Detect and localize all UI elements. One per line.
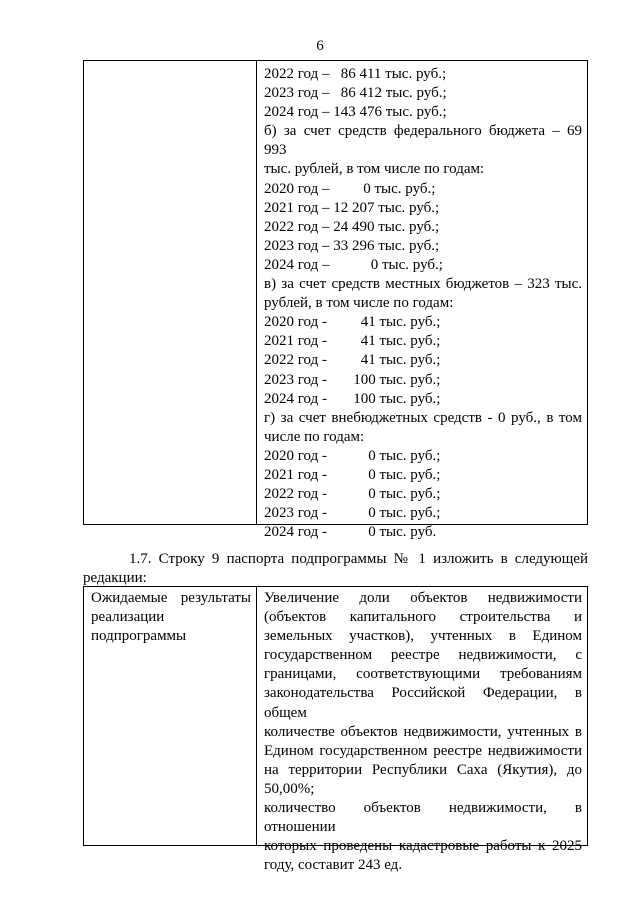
label-line: реализации (91, 609, 165, 626)
value-line: году, составит 243 ед. (264, 857, 403, 874)
paragraph-line: 1.7. Строку 9 паспорта подпрограммы № 1 изложить в следующей (129, 551, 588, 567)
funding-line: 2021 год - 41 тыс. руб.; (264, 333, 441, 350)
funding-line: 2024 год - 100 тыс. руб.; (264, 390, 441, 407)
funding-line: 2023 год – 33 296 тыс. руб.; (264, 237, 440, 254)
funding-line: 2023 год - 100 тыс. руб.; (264, 371, 441, 388)
funding-line: 2022 год – 86 411 тыс. руб.; (264, 66, 447, 82)
funding-line: 2022 год - 41 тыс. руб.; (264, 352, 441, 369)
value-line: Увеличение доли объектов недвижимости (264, 590, 582, 606)
value-line: (объектов капитального строительства и (264, 609, 582, 626)
funding-line: г) за счет внебюджетных средств - 0 руб., в том (264, 409, 582, 426)
paragraph-line: редакции: (83, 570, 147, 586)
amendment-paragraph (83, 550, 588, 588)
funding-line: 2024 год – 143 476 тыс. руб.; (264, 104, 447, 121)
funding-line: 2021 год - 0 тыс. руб.; (264, 466, 441, 483)
funding-line: 2024 год – 0 тыс. руб.; (264, 256, 443, 273)
column-divider (256, 61, 257, 524)
results-table (83, 586, 588, 874)
funding-line: 2022 год - 0 тыс. руб.; (264, 486, 441, 503)
value-line: которых проведены кадастровые работы к 2025 (264, 838, 582, 855)
results-value-cell (264, 589, 582, 875)
funding-line: 2021 год – 12 207 тыс. руб.; (264, 199, 440, 216)
value-line: законодательства Российской Федерации, в общем (264, 685, 582, 721)
label-line: подпрограммы (91, 628, 187, 645)
funding-line: в) за счет средств местных бюджетов – 323 тыс. (264, 276, 582, 293)
funding-line: 2020 год - 41 тыс. руб.; (264, 314, 441, 331)
funding-line: 2022 год – 24 490 тыс. руб.; (264, 218, 440, 235)
funding-line: б) за счет средств федерального бюджета – 69 993 (264, 123, 582, 159)
value-line: на территории Республики Саха (Якутия), до (264, 761, 582, 778)
funding-line: 2024 год - 0 тыс. руб. (264, 524, 437, 541)
funding-line: тыс. рублей, в том числе по годам: (264, 161, 485, 178)
funding-line: 2020 год - 0 тыс. руб.; (264, 447, 441, 464)
funding-line: 2023 год – 86 412 тыс. руб.; (264, 85, 447, 102)
value-line: земельных участков), учтенных в Едином (264, 628, 582, 645)
funding-cell (264, 65, 582, 542)
funding-line: числе по годам: (264, 428, 365, 445)
column-divider (256, 587, 257, 845)
value-line: границами, соответствующими требованиям (264, 666, 582, 683)
value-line: количество объектов недвижимости, в отношении (264, 800, 582, 836)
label-line: Ожидаемые результаты (91, 590, 251, 606)
funding-line: рублей, в том числе по годам: (264, 295, 454, 312)
funding-table (83, 60, 588, 541)
value-line: государственном реестре недвижимости, с (264, 647, 582, 664)
funding-line: 2020 год – 0 тыс. руб.; (264, 180, 436, 197)
value-line: Едином государственном реестре недвижимости (264, 742, 582, 759)
page-number: 6 (316, 38, 324, 54)
funding-line: 2023 год - 0 тыс. руб.; (264, 505, 441, 522)
value-line: количестве объектов недвижимости, учтенных в (264, 723, 582, 740)
results-label-cell (91, 589, 251, 646)
value-line: 50,00%; (264, 780, 315, 797)
